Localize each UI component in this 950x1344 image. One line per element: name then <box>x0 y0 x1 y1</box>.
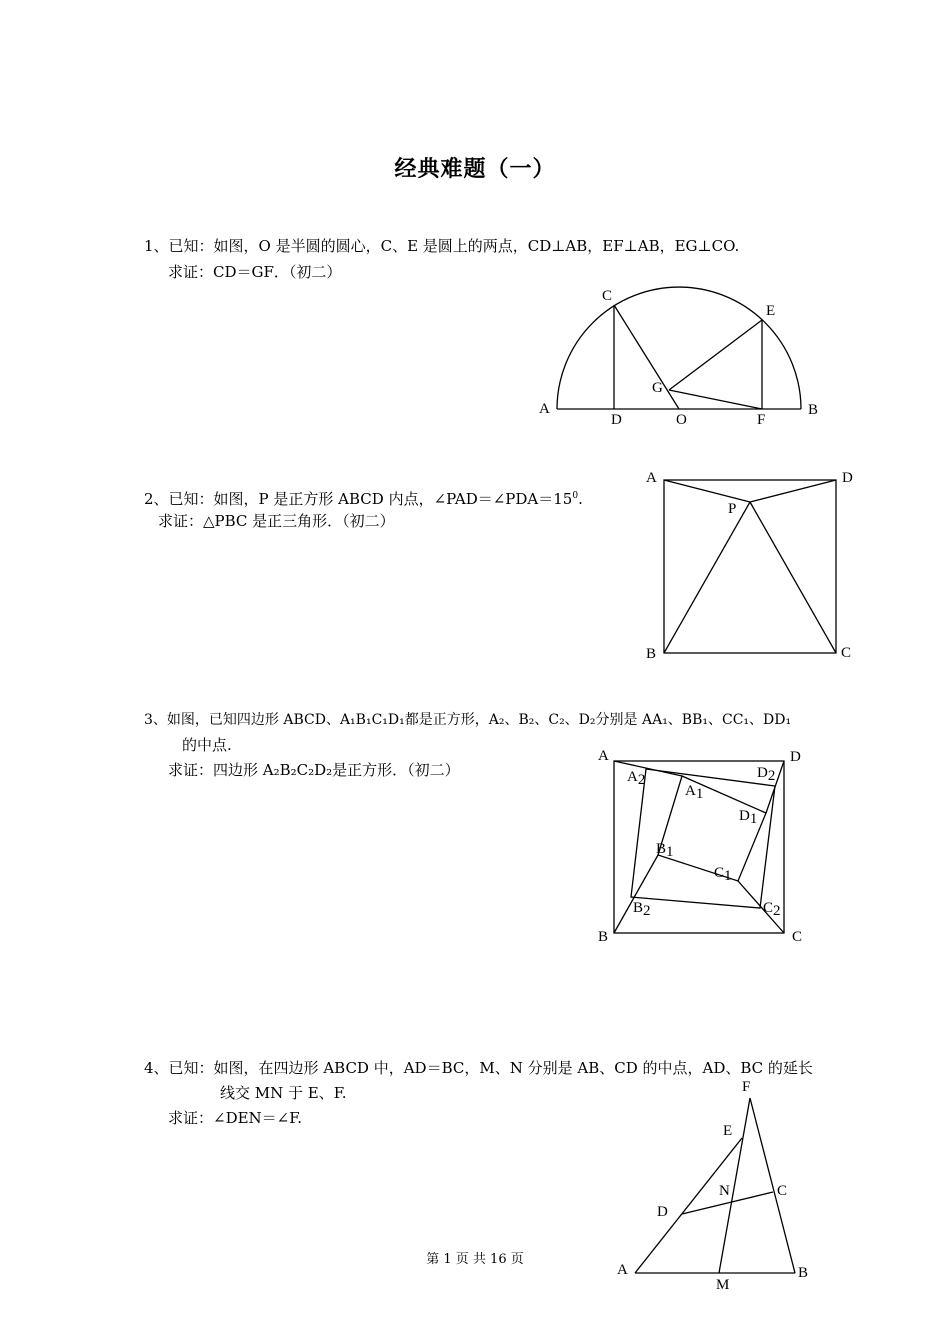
segment-bf <box>750 1098 795 1273</box>
problem-2-proof-goal: 求证：△PBC 是正三角形．（初二） <box>158 512 395 530</box>
fig4-label-c: C <box>777 1183 788 1199</box>
fig3-label-c1: C1 <box>714 865 732 884</box>
fig2-label-d: D <box>842 470 853 486</box>
square-a1b1c1d1 <box>658 776 766 881</box>
segment-bb1 <box>614 855 658 933</box>
fig4-label-d: D <box>657 1204 668 1220</box>
fig3-label-d: D <box>790 749 801 765</box>
fig4-label-m: M <box>716 1277 730 1293</box>
segment-co <box>614 305 679 409</box>
segment-bp <box>664 502 750 653</box>
segment-aa1 <box>614 761 682 776</box>
fig3-label-b: B <box>598 929 609 945</box>
fig4-label-b: B <box>798 1265 809 1281</box>
fig3-label-c2: C2 <box>763 900 781 919</box>
problem-1-statement: 1、已知：如图，O 是半圆的圆心，C、E 是圆上的两点，CD⊥AB，EF⊥AB，EG⊥CO. <box>144 237 740 255</box>
figure-4-quadrilateral <box>635 1098 795 1273</box>
problem-2-statement: 2、已知：如图，P 是正方形 ABCD 内点，$\angle PAD=\angle PDA=15^0$. <box>144 490 583 508</box>
problem-4-statement-cont: 线交 MN 于 E、F. <box>220 1084 347 1102</box>
fig1-label-d: D <box>611 412 622 428</box>
fig4-label-f: F <box>742 1079 751 1095</box>
segment-dp <box>750 480 836 502</box>
fig4-label-n: N <box>719 1183 730 1199</box>
fig3-label-b2: B2 <box>633 900 651 919</box>
fig2-label-p: P <box>728 501 737 517</box>
square-abcd <box>664 480 836 653</box>
figure-2-square <box>664 480 836 653</box>
fig2-label-a: A <box>646 470 657 486</box>
fig3-label-c: C <box>792 929 803 945</box>
fig1-label-c: C <box>602 288 613 304</box>
segment-cp <box>750 502 836 653</box>
problem-3-proof-goal: 求证：四边形 A₂B₂C₂D₂是正方形．（初二） <box>168 761 460 779</box>
fig1-label-f: F <box>757 412 766 428</box>
fig1-label-a: A <box>539 401 550 417</box>
fig1-label-b: B <box>808 402 819 418</box>
fig3-label-a1: A1 <box>685 783 704 802</box>
fig3-label-a2: A2 <box>627 769 646 788</box>
page-title: 经典难题（一） <box>394 157 556 182</box>
problem-4-statement: 4、已知：如图，在四边形 ABCD 中，AD＝BC，M、N 分别是 AB、CD 的中点，AD、BC 的延长 <box>144 1059 813 1077</box>
problem-3-statement: 3、如图，已知四边形 ABCD、A₁B₁C₁D₁都是正方形，A₂、B₂、C₂、D₂分别是 AA₁、BB₁、CC₁、DD₁ <box>144 712 792 728</box>
segment-ap <box>664 480 750 502</box>
figure-1-semicircle <box>557 287 801 409</box>
fig2-label-b: B <box>646 646 657 662</box>
page-footer: 第 1 页 共 16 页 <box>426 1252 524 1267</box>
fig1-label-g: G <box>652 380 663 396</box>
fig4-label-e: E <box>723 1123 733 1139</box>
semicircle-arc <box>557 287 801 409</box>
problem-3-statement-cont: 的中点. <box>182 736 232 754</box>
fig1-label-e: E <box>766 303 776 319</box>
problem-1-proof-goal: 求证：CD＝GF．（初二） <box>168 263 342 281</box>
problem-4-proof-goal: 求证：∠DEN＝∠F. <box>168 1109 303 1127</box>
fig2-label-c: C <box>841 645 852 661</box>
fig3-label-d1: D1 <box>739 808 758 827</box>
segment-gf <box>669 390 762 409</box>
segment-eg <box>669 320 762 390</box>
fig3-label-a: A <box>598 748 609 764</box>
fig3-label-d2: D2 <box>757 765 776 784</box>
fig3-label-b1: B1 <box>656 841 674 860</box>
fig1-label-o: O <box>676 412 687 428</box>
fig4-label-a: A <box>617 1262 628 1278</box>
